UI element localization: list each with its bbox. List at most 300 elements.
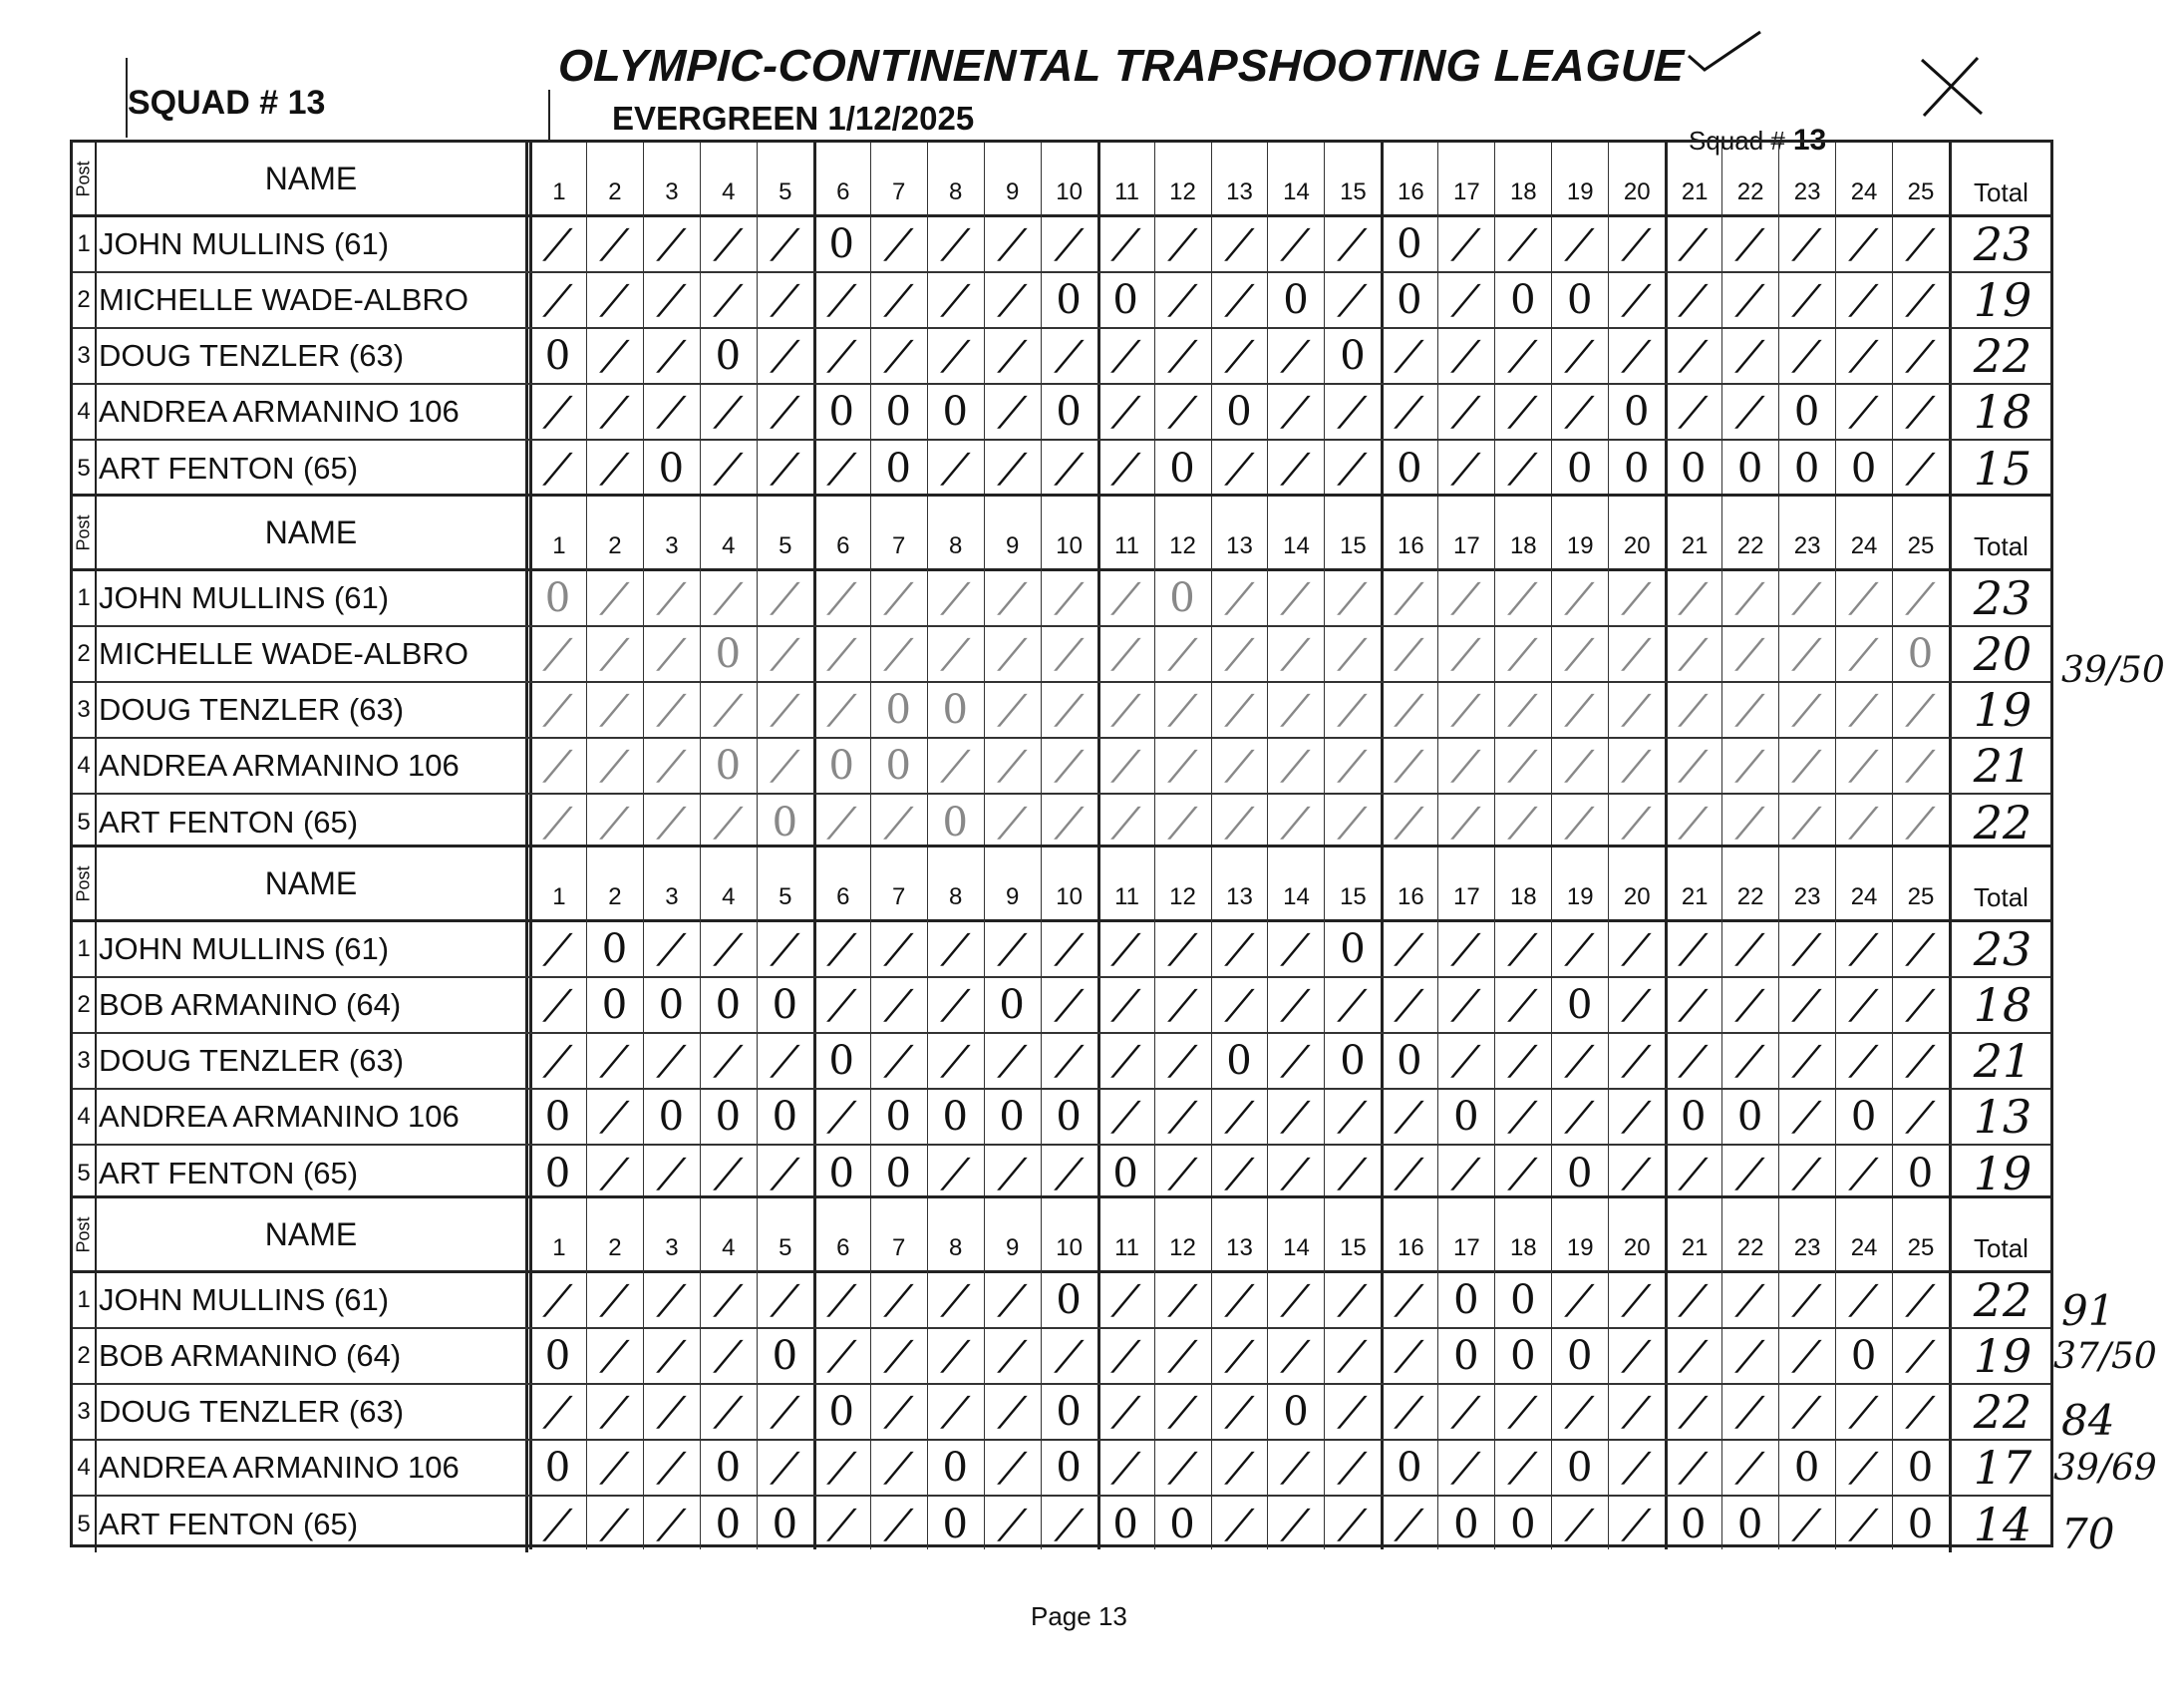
shooter-row [73, 571, 2050, 627]
round-number: 4 [722, 1234, 736, 1261]
hit-mark: / [1451, 221, 1481, 267]
miss-mark: 0 [772, 1094, 798, 1140]
hit-mark: / [1281, 1502, 1311, 1547]
hit-mark: / [1849, 389, 1878, 435]
miss-mark: 0 [828, 1151, 854, 1196]
hit-mark: / [1622, 687, 1651, 733]
miss-mark: 0 [1453, 1502, 1479, 1547]
hit-mark: / [940, 333, 970, 379]
miss-mark: 0 [1736, 1094, 1763, 1140]
hit-mark: / [1679, 631, 1708, 677]
page-title: OLYMPIC-CONTINENTAL TRAPSHOOTING LEAGUE [557, 40, 1686, 91]
round-number: 23 [1793, 1234, 1821, 1261]
hit-mark: / [1792, 1389, 1821, 1435]
hit-mark: / [997, 1502, 1027, 1547]
shooter-name: DOUG TENZLER (63) [99, 329, 528, 383]
post-number: 1 [73, 1273, 97, 1327]
hit-mark: / [771, 333, 799, 379]
shooter-name: MICHELLE WADE-ALBRO [99, 627, 528, 681]
hit-mark: / [997, 926, 1027, 972]
shooter-name: BOB ARMANINO (64) [99, 1329, 528, 1383]
hit-mark: / [1906, 800, 1935, 846]
hit-mark: / [1395, 1277, 1424, 1323]
shooter-row [73, 1273, 2050, 1329]
row-total: 21 [1949, 1034, 2053, 1088]
hit-mark: / [1508, 743, 1538, 789]
round-number: 19 [1566, 883, 1594, 910]
hit-mark: / [940, 743, 970, 789]
hit-mark: / [1508, 982, 1538, 1028]
miss-mark: 0 [1397, 1445, 1422, 1491]
hit-mark: / [600, 1502, 629, 1547]
hit-mark: / [657, 1445, 686, 1491]
hit-mark: / [1622, 221, 1651, 267]
miss-mark: 0 [1226, 1038, 1252, 1084]
hit-mark: / [1792, 1333, 1821, 1379]
miss-mark: 0 [1169, 1502, 1195, 1547]
hit-mark: / [1110, 389, 1140, 435]
hit-mark: / [1054, 1333, 1084, 1379]
hit-mark: / [657, 221, 686, 267]
round-number: 20 [1623, 883, 1651, 910]
shooter-row [73, 1329, 2050, 1385]
hit-mark: / [1508, 446, 1538, 492]
hit-mark: / [771, 1445, 799, 1491]
shooter-row [73, 922, 2050, 978]
round-number: 24 [1850, 178, 1878, 205]
row-total: 13 [1949, 1090, 2053, 1144]
hit-mark: / [1054, 800, 1084, 846]
hit-mark: / [884, 1277, 913, 1323]
hit-mark: / [997, 631, 1027, 677]
hit-mark: / [1849, 1277, 1878, 1323]
hit-mark: / [1054, 743, 1084, 789]
row-total: 23 [1949, 217, 2053, 271]
round-number: 22 [1736, 178, 1764, 205]
hit-mark: / [997, 1445, 1027, 1491]
hit-mark: / [1849, 743, 1878, 789]
hit-mark: / [1451, 1151, 1481, 1196]
hit-mark: / [1508, 1389, 1538, 1435]
hit-mark: / [1167, 389, 1197, 435]
hit-mark: / [997, 1151, 1027, 1196]
hit-mark: / [1451, 926, 1481, 972]
hit-mark: / [1395, 687, 1424, 733]
hit-mark: / [543, 982, 572, 1028]
hit-mark: / [1395, 1094, 1424, 1140]
round-number: 15 [1340, 1234, 1367, 1261]
hit-mark: / [1565, 389, 1594, 435]
hit-mark: / [1395, 631, 1424, 677]
round-number: 13 [1226, 532, 1253, 559]
round-number: 10 [1056, 1234, 1083, 1261]
hit-mark: / [1281, 1277, 1311, 1323]
round-number: 2 [608, 883, 622, 910]
hit-mark: / [1167, 277, 1197, 323]
round-number: 19 [1566, 532, 1594, 559]
round-number: 17 [1452, 178, 1480, 205]
hit-mark: / [1167, 743, 1197, 789]
hit-mark: / [1508, 1445, 1538, 1491]
hit-mark: / [1167, 631, 1197, 677]
hit-mark: / [1338, 277, 1368, 323]
miss-mark: 0 [1850, 1333, 1877, 1379]
side-note-b4r1: 91 [2061, 1286, 2115, 1335]
hit-mark: / [1792, 926, 1821, 972]
hit-mark: / [1565, 687, 1594, 733]
hit-mark: / [1622, 631, 1651, 677]
score-cells [529, 922, 1949, 976]
squad-right-value: 13 [1792, 124, 1827, 157]
hit-mark: / [1735, 926, 1764, 972]
hit-mark: / [1735, 631, 1764, 677]
round-number: 20 [1623, 1234, 1651, 1261]
hit-mark: / [1792, 982, 1821, 1028]
hit-mark: / [884, 982, 913, 1028]
hit-mark: / [600, 800, 629, 846]
hit-mark: / [1565, 221, 1594, 267]
hit-mark: / [1224, 982, 1254, 1028]
round-number: 22 [1736, 883, 1764, 910]
hit-mark: / [1224, 800, 1254, 846]
shooter-name: ART FENTON (65) [99, 795, 528, 850]
hit-mark: / [940, 1038, 970, 1084]
miss-mark: 0 [1567, 982, 1593, 1028]
hit-mark: / [1735, 1333, 1764, 1379]
shooter-name: DOUG TENZLER (63) [99, 1385, 528, 1439]
hit-mark: / [940, 1333, 970, 1379]
post-number: 4 [73, 1441, 97, 1495]
hit-mark: / [940, 446, 970, 492]
hit-mark: / [1792, 221, 1821, 267]
hit-mark: / [1622, 1502, 1651, 1547]
hit-mark: / [657, 1502, 686, 1547]
hit-mark: / [1565, 1094, 1594, 1140]
score-cells [529, 1497, 1949, 1552]
hit-mark: / [1792, 687, 1821, 733]
hit-mark: / [1395, 926, 1424, 972]
round-number: 10 [1056, 178, 1083, 205]
hit-mark: / [1281, 1445, 1311, 1491]
hit-mark: / [771, 446, 799, 492]
hit-mark: / [1735, 1445, 1764, 1491]
hit-mark: / [1281, 1038, 1311, 1084]
round-number: 21 [1681, 883, 1709, 910]
miss-mark: 0 [885, 1094, 911, 1140]
miss-mark: 0 [999, 1094, 1025, 1140]
post-number: 4 [73, 739, 97, 793]
row-total: 19 [1949, 683, 2053, 737]
miss-mark: 0 [772, 800, 798, 846]
hit-mark: / [1338, 1445, 1368, 1491]
hit-mark: / [1508, 333, 1538, 379]
score-cells [529, 1034, 1949, 1088]
round-number: 14 [1283, 883, 1310, 910]
hit-mark: / [1338, 1389, 1368, 1435]
score-cells [529, 217, 1949, 271]
hit-mark: / [1735, 1389, 1764, 1435]
hit-mark: / [940, 277, 970, 323]
post-number: 3 [73, 1385, 97, 1439]
hit-mark: / [543, 1389, 572, 1435]
hit-mark: / [1792, 575, 1821, 621]
miss-mark: 0 [942, 1502, 968, 1547]
round-number: 25 [1907, 532, 1935, 559]
hit-mark: / [827, 800, 856, 846]
hit-mark: / [1110, 687, 1140, 733]
row-total: 15 [1949, 441, 2053, 497]
hit-mark: / [884, 1038, 913, 1084]
hit-mark: / [1224, 743, 1254, 789]
hit-mark: / [827, 277, 856, 323]
hit-mark: / [1565, 1038, 1594, 1084]
miss-mark: 0 [1112, 1502, 1138, 1547]
round-number: 10 [1056, 532, 1083, 559]
miss-mark: 0 [1567, 1333, 1593, 1379]
hit-mark: / [714, 1333, 743, 1379]
score-cells [529, 571, 1949, 625]
miss-mark: 0 [1623, 446, 1650, 492]
hit-mark: / [543, 446, 572, 492]
hit-mark: / [827, 631, 856, 677]
shooter-name: DOUG TENZLER (63) [99, 683, 528, 737]
hit-mark: / [1395, 389, 1424, 435]
hit-mark: / [1167, 1277, 1197, 1323]
side-note-b2r2: 39/50 [2061, 650, 2165, 691]
hit-mark: / [1679, 333, 1708, 379]
miss-mark: 0 [715, 1445, 742, 1491]
hit-mark: / [1338, 687, 1368, 733]
hit-mark: / [1451, 1038, 1481, 1084]
round-number: 16 [1398, 1234, 1424, 1261]
round-number: 18 [1509, 178, 1537, 205]
hit-mark: / [771, 1389, 799, 1435]
round-number: 23 [1793, 883, 1821, 910]
miss-mark: 0 [999, 982, 1025, 1028]
hit-mark: / [1281, 575, 1311, 621]
round-number: 16 [1398, 532, 1424, 559]
name-column-header: NAME [97, 848, 528, 919]
hit-mark: / [1110, 1389, 1140, 1435]
score-cells [529, 1329, 1949, 1383]
miss-mark: 0 [544, 1094, 571, 1140]
miss-mark: 0 [828, 389, 854, 435]
hit-mark: / [657, 1038, 686, 1084]
hit-mark: / [1110, 446, 1140, 492]
hit-mark: / [997, 446, 1027, 492]
hit-mark: / [940, 631, 970, 677]
miss-mark: 0 [1169, 575, 1195, 621]
shooter-row [73, 795, 2050, 850]
round-number: 22 [1736, 532, 1764, 559]
hit-mark: / [1395, 982, 1424, 1028]
hit-mark: / [1224, 277, 1254, 323]
hit-mark: / [771, 277, 799, 323]
round-number: 3 [665, 1234, 679, 1261]
round-number: 6 [836, 1234, 850, 1261]
hit-mark: / [1906, 575, 1935, 621]
hit-mark: / [1224, 1445, 1254, 1491]
hit-mark: / [884, 631, 913, 677]
hit-mark: / [1281, 800, 1311, 846]
miss-mark: 0 [1056, 1445, 1082, 1491]
hit-mark: / [657, 333, 686, 379]
round-number: 17 [1452, 883, 1480, 910]
shooter-row [73, 217, 2050, 273]
hit-mark: / [1338, 1277, 1368, 1323]
hit-mark: / [657, 1151, 686, 1196]
hit-mark: / [1906, 1038, 1935, 1084]
row-total: 14 [1949, 1497, 2053, 1552]
round-number: 8 [949, 1234, 963, 1261]
hit-mark: / [1565, 743, 1594, 789]
hit-mark: / [997, 687, 1027, 733]
post-number: 2 [73, 1329, 97, 1383]
post-column-header: Post [73, 1198, 97, 1270]
hit-mark: / [1906, 446, 1935, 492]
hit-mark: / [1110, 631, 1140, 677]
hit-mark: / [1110, 926, 1140, 972]
hit-mark: / [1110, 800, 1140, 846]
hit-mark: / [1906, 1389, 1935, 1435]
total-column-header: Total [1949, 497, 2050, 568]
row-total: 19 [1949, 273, 2053, 327]
miss-mark: 0 [1056, 1277, 1082, 1323]
hit-mark: / [1849, 687, 1878, 733]
hit-mark: / [1451, 687, 1481, 733]
hit-mark: / [543, 631, 572, 677]
hit-mark: / [657, 687, 686, 733]
hit-mark: / [1849, 982, 1878, 1028]
side-note-b4r2: 37/50 [2053, 1336, 2157, 1377]
hit-mark: / [827, 1502, 856, 1547]
hit-mark: / [827, 926, 856, 972]
hit-mark: / [1110, 333, 1140, 379]
shooter-name: JOHN MULLINS (61) [99, 217, 528, 271]
miss-mark: 0 [1736, 446, 1763, 492]
hit-mark: / [940, 1277, 970, 1323]
hit-mark: / [1735, 333, 1764, 379]
hit-mark: / [827, 1277, 856, 1323]
round-number: 9 [1005, 178, 1020, 205]
miss-mark: 0 [828, 221, 854, 267]
hit-mark: / [714, 446, 743, 492]
post-number: 5 [73, 441, 97, 497]
miss-mark: 0 [1340, 926, 1366, 972]
row-total: 22 [1949, 329, 2053, 383]
round-number: 4 [722, 532, 736, 559]
hit-mark: / [1622, 1389, 1651, 1435]
round-number: 15 [1340, 178, 1367, 205]
post-number: 5 [73, 1497, 97, 1552]
post-number: 3 [73, 683, 97, 737]
miss-mark: 0 [601, 926, 628, 972]
post-number: 4 [73, 385, 97, 439]
hit-mark: / [1792, 1277, 1821, 1323]
hit-mark: / [1281, 743, 1311, 789]
hit-mark: / [1792, 743, 1821, 789]
hit-mark: / [714, 687, 743, 733]
hit-mark: / [1792, 1151, 1821, 1196]
hit-mark: / [1451, 1445, 1481, 1491]
hit-mark: / [1451, 800, 1481, 846]
post-number: 1 [73, 571, 97, 625]
squad-block [73, 845, 2050, 1198]
miss-mark: 0 [942, 687, 968, 733]
hit-mark: / [1622, 982, 1651, 1028]
hit-mark: / [600, 1389, 629, 1435]
miss-mark: 0 [544, 575, 571, 621]
hit-mark: / [827, 982, 856, 1028]
hit-mark: / [1338, 800, 1368, 846]
score-cells [529, 627, 1949, 681]
round-number: 12 [1169, 883, 1196, 910]
hit-mark: / [600, 446, 629, 492]
round-number: 2 [608, 178, 622, 205]
miss-mark: 0 [885, 743, 911, 789]
post-number: 4 [73, 1090, 97, 1144]
round-number: 16 [1398, 178, 1424, 205]
hit-mark: / [1792, 333, 1821, 379]
hit-mark: / [1849, 575, 1878, 621]
shooter-row [73, 385, 2050, 441]
hit-mark: / [600, 687, 629, 733]
hit-mark: / [1679, 743, 1708, 789]
row-total: 23 [1949, 922, 2053, 976]
round-number: 25 [1907, 883, 1935, 910]
hit-mark: / [1792, 1502, 1821, 1547]
miss-mark: 0 [1056, 1094, 1082, 1140]
hit-mark: / [543, 687, 572, 733]
name-column-header: NAME [97, 143, 528, 214]
hit-mark: / [827, 1333, 856, 1379]
miss-mark: 0 [1510, 1277, 1536, 1323]
hit-mark: / [714, 277, 743, 323]
round-number: 24 [1850, 883, 1878, 910]
miss-mark: 0 [828, 1038, 854, 1084]
hit-mark: / [657, 575, 686, 621]
miss-mark: 0 [1680, 1502, 1707, 1547]
row-total: 17 [1949, 1441, 2053, 1495]
hit-mark: / [1679, 277, 1708, 323]
hit-mark: / [1281, 446, 1311, 492]
squad-right-label: Squad # [1689, 126, 1785, 156]
row-total: 19 [1949, 1146, 2053, 1201]
miss-mark: 0 [1056, 1389, 1082, 1435]
miss-mark: 0 [1567, 1445, 1593, 1491]
hit-mark: / [771, 743, 799, 789]
round-number: 7 [892, 883, 906, 910]
miss-mark: 0 [1397, 446, 1422, 492]
hit-mark: / [657, 389, 686, 435]
round-number: 11 [1114, 883, 1140, 910]
round-number: 14 [1283, 1234, 1310, 1261]
round-number: 5 [779, 1234, 792, 1261]
side-note-b4r3: 84 [2061, 1396, 2115, 1445]
hit-mark: / [1906, 1094, 1935, 1140]
hit-mark: / [1906, 221, 1935, 267]
name-column-header: NAME [97, 1198, 528, 1270]
hit-mark: / [1054, 982, 1084, 1028]
score-cells [529, 1090, 1949, 1144]
round-number: 5 [779, 883, 792, 910]
shooter-name: ANDREA ARMANINO 106 [99, 385, 528, 439]
hit-mark: / [600, 1151, 629, 1196]
miss-mark: 0 [1397, 1038, 1422, 1084]
round-number: 3 [665, 532, 679, 559]
miss-mark: 0 [1510, 1333, 1536, 1379]
hit-mark: / [1735, 982, 1764, 1028]
